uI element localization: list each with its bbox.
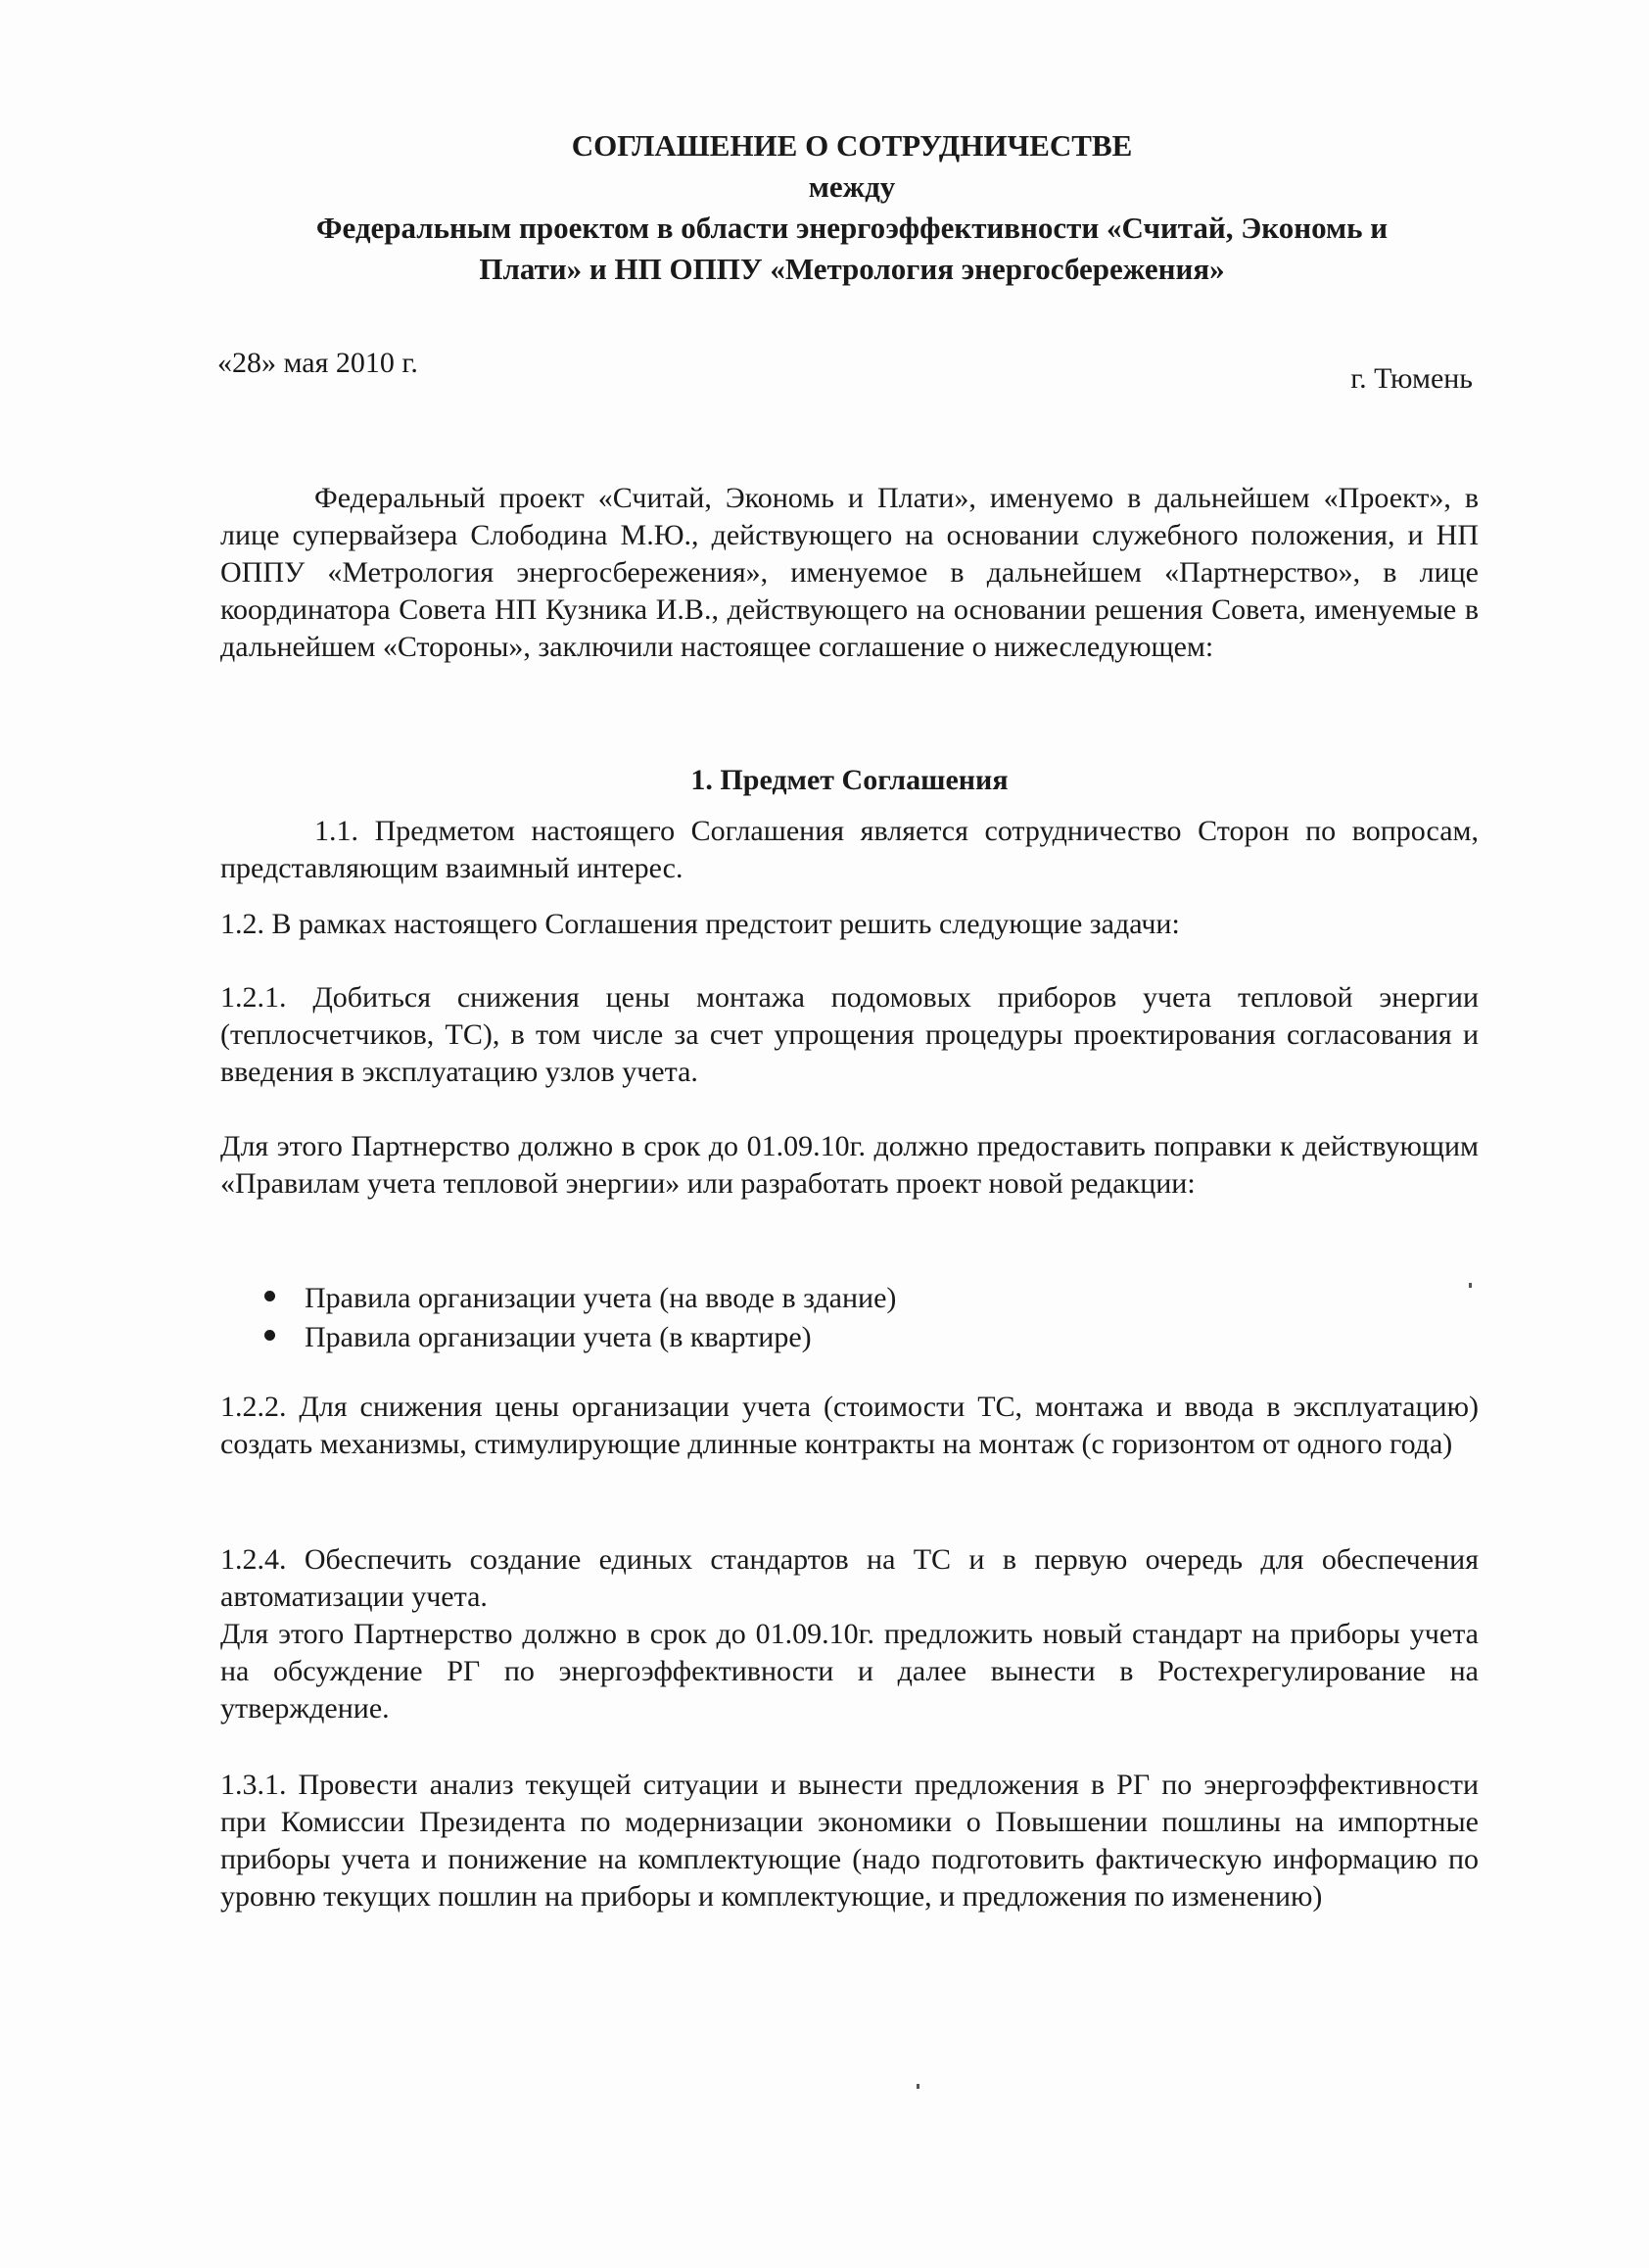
document-city: г. Тюмень bbox=[1350, 362, 1473, 395]
title-line-3: Федеральным проектом в области энергоэффективности «Считай, Экономь и bbox=[315, 211, 1389, 245]
clause-1-1: 1.1. Предметом настоящего Соглашения является сотрудничество Сторон по вопросам, представляющим взаимный интерес. bbox=[220, 815, 1479, 884]
rules-list bbox=[264, 1279, 896, 1357]
clause-1-2: 1.2. В рамках настоящего Соглашения предстоит решить следующие задачи: bbox=[220, 908, 1180, 940]
title-line-4: Плати» и НП ОППУ «Метрология энергосбережения» bbox=[479, 252, 1225, 286]
preamble-paragraph: Федеральный проект «Считай, Экономь и Плати», именуемо в дальнейшем «Проект», в лице супервайзера Слободина М.Ю., действующего на основании служебного положения, и НП ОППУ «Метрология энергосбережения», именуемое в дальнейшем «Партнерство», в лице координатора Совета НП Кузника И.В., действующего на основании решения Совета, именуемые в дальнейшем «Стороны», заключили настоящее соглашение о нижеследующем: bbox=[220, 482, 1479, 663]
document-title bbox=[225, 125, 1479, 290]
clause-1-2-4: 1.2.4. Обеспечить создание единых стандартов на ТС и в первую очередь для обеспечения автоматизации учета. bbox=[220, 1543, 1479, 1613]
title-line-1: СОГЛАШЕНИЕ О СОТРУДНИЧЕСТВЕ bbox=[571, 128, 1133, 163]
document-date: «28» мая 2010 г. bbox=[217, 347, 418, 379]
scan-speck bbox=[1469, 1283, 1472, 1288]
section-1-title: 1. Предмет Соглашения bbox=[690, 764, 1009, 796]
list-item bbox=[264, 1318, 896, 1357]
bullet-icon bbox=[264, 1291, 275, 1301]
scan-speck bbox=[917, 2084, 919, 2089]
list-item-text: Правила организации учета (на вводе в здание) bbox=[305, 1282, 897, 1314]
clause-1-2-2: 1.2.2. Для снижения цены организации учета (стоимости ТС, монтажа и ввода в эксплуатацию) создать механизмы, стимулирующие длинные контракты на монтаж (с горизонтом от одного года) bbox=[220, 1391, 1479, 1460]
list-item-text: Правила организации учета (в квартире) bbox=[305, 1321, 812, 1353]
bullet-icon bbox=[264, 1330, 275, 1341]
clause-1-3-1: 1.3.1. Провести анализ текущей ситуации и вынести предложения в РГ по энергоэффективности при Комиссии Президента по модернизации экономики о Повышении пошлины на импортные приборы учета и понижение на комплектующие (надо подготовить фактическую информацию по уровню текущих пошлин на приборы и комплектующие, и предложения по изменению) bbox=[220, 1769, 1479, 1913]
title-line-2: между bbox=[808, 169, 896, 204]
partner-obligation-1: Для этого Партнерство должно в срок до 01.09.10г. должно предоставить поправки к действующим «Правилам учета тепловой энергии» или разработать проект новой редакции: bbox=[220, 1130, 1479, 1200]
partner-obligation-2: Для этого Партнерство должно в срок до 01.09.10г. предложить новый стандарт на приборы учета на обсуждение РГ по энергоэффективности и далее вынести в Ростехрегулирование на утверждение. bbox=[220, 1618, 1479, 1725]
list-item bbox=[264, 1279, 896, 1318]
clause-1-2-1: 1.2.1. Добиться снижения цены монтажа подомовых приборов учета тепловой энергии (теплосчетчиков, ТС), в том числе за счет упрощения процедуры проектирования согласования и введения в эксплуатацию узлов учета. bbox=[220, 981, 1479, 1088]
